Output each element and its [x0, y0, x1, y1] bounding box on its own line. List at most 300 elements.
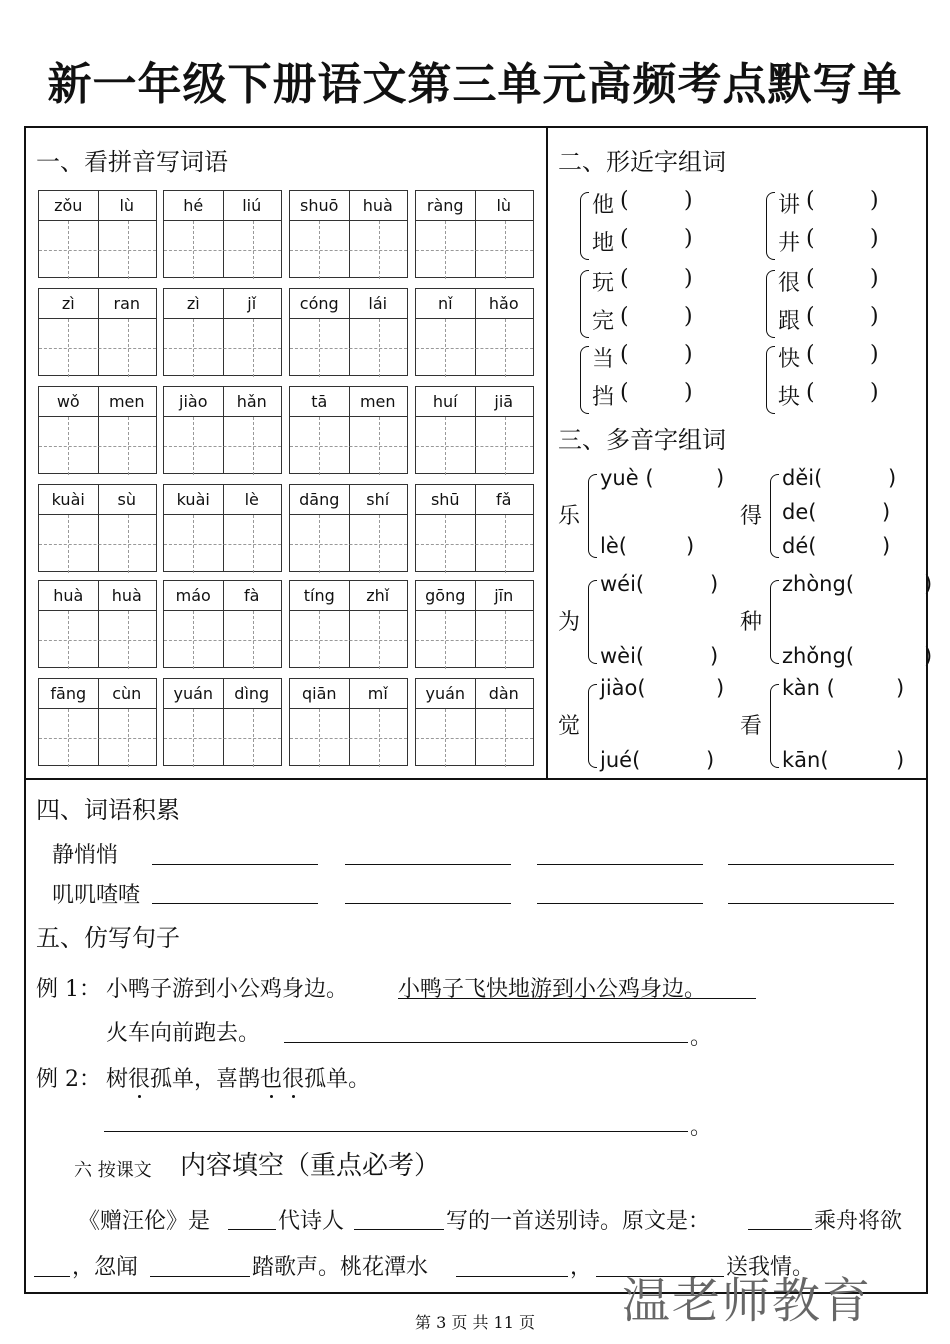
grid-guide-line	[98, 679, 99, 765]
pinyin-syllable: men	[108, 392, 145, 411]
grid-guide-line	[128, 417, 129, 475]
near-char-row[interactable]	[778, 226, 888, 257]
polyphone-reading[interactable]: zhòng(	[782, 572, 855, 596]
pinyin-syllable: huà	[111, 586, 142, 605]
grid-guide-line	[290, 640, 407, 641]
grid-guide-line	[253, 515, 254, 573]
grid-guide-line	[164, 348, 281, 349]
pinyin-syllable: jiā	[494, 392, 514, 411]
page-title: 新一年级下册语文第三单元高频考点默写单	[47, 59, 903, 110]
poem-text: ，忽闻	[72, 1255, 139, 1280]
column-divider	[546, 126, 548, 780]
paren-close: )	[870, 304, 879, 329]
grid-guide-line	[39, 348, 156, 349]
pinyin-syllable: zǒu	[54, 196, 83, 215]
paren-close: )	[870, 266, 879, 291]
answer-line[interactable]	[284, 1042, 688, 1043]
near-char: 玩	[592, 271, 615, 296]
pinyin-word-box[interactable]	[38, 190, 157, 278]
paren-close: )	[870, 226, 879, 251]
paren-open: (	[806, 380, 815, 405]
near-char-row[interactable]	[778, 188, 888, 219]
answer-line[interactable]	[345, 903, 511, 904]
brace	[588, 580, 597, 664]
near-char-row[interactable]	[778, 342, 888, 373]
grid-guide-line	[445, 709, 446, 767]
grid-guide-line	[475, 289, 476, 375]
grid-guide-line	[505, 611, 506, 669]
paren-close: )	[684, 266, 693, 291]
pinyin-syllable: kuài	[176, 490, 210, 509]
grid-guide-line	[164, 738, 281, 739]
pinyin-word-box[interactable]	[289, 386, 408, 474]
grid-guide-line	[445, 611, 446, 669]
section-5-heading: 五、仿写句子	[36, 924, 180, 952]
grid-guide-line	[475, 679, 476, 765]
grid-guide-line	[128, 515, 129, 573]
answer-line[interactable]	[34, 1276, 70, 1277]
grid-guide-line	[68, 221, 69, 279]
grid-guide-line	[290, 738, 407, 739]
grid-guide-line	[319, 417, 320, 475]
paren-open: (	[806, 266, 815, 291]
paren-close: )	[896, 748, 905, 772]
poem-text: 《赠汪伦》是	[78, 1209, 211, 1234]
pinyin-word-box[interactable]	[415, 678, 534, 766]
answer-line[interactable]	[537, 903, 703, 904]
grid-guide-line	[505, 515, 506, 573]
grid-guide-line	[505, 221, 506, 279]
grid-guide-line	[223, 581, 224, 667]
near-char: 当	[592, 347, 615, 372]
near-char-row[interactable]	[778, 380, 888, 411]
pinyin-syllable: lù	[496, 196, 512, 215]
pinyin-syllable: jǐ	[247, 294, 257, 313]
polyphone-char: 为	[558, 610, 581, 635]
answer-line[interactable]	[537, 864, 703, 865]
grid-guide-line	[349, 679, 350, 765]
example-1-answer: 小鸭子飞快地游到小公鸡身边。	[398, 977, 707, 1002]
pinyin-syllable: cùn	[112, 684, 142, 703]
pinyin-syllable: zhǐ	[366, 586, 390, 605]
near-char: 讲	[778, 193, 801, 218]
near-char-pair	[580, 266, 693, 342]
grid-guide-line	[505, 319, 506, 377]
brace	[766, 270, 775, 338]
answer-line[interactable]	[104, 1131, 688, 1132]
grid-guide-line	[223, 387, 224, 473]
paren-open: (	[620, 380, 629, 405]
grid-guide-line	[39, 544, 156, 545]
grid-guide-line	[319, 611, 320, 669]
grid-guide-line	[253, 417, 254, 475]
grid-guide-line	[349, 289, 350, 375]
poem-text: ，	[570, 1255, 593, 1280]
grid-guide-line	[290, 446, 407, 447]
word-2: 叽叽喳喳	[52, 883, 141, 908]
grid-guide-line	[349, 581, 350, 667]
pinyin-syllable: shí	[366, 490, 390, 509]
paren-close: )	[710, 644, 719, 668]
section-3-heading: 三、多音字组词	[558, 426, 726, 454]
brace	[588, 474, 597, 558]
pinyin-syllable: shuō	[300, 196, 339, 215]
near-char: 块	[778, 385, 801, 410]
grid-guide-line	[193, 417, 194, 475]
near-char-pair	[580, 188, 693, 264]
pinyin-syllable: dìng	[234, 684, 270, 703]
polyphone-reading[interactable]: kān(	[782, 748, 829, 772]
example-1-task: 火车向前跑去。	[106, 1021, 261, 1046]
section-4-heading: 四、词语积累	[36, 796, 180, 824]
polyphone-reading[interactable]: jué(	[600, 748, 641, 772]
near-char-row[interactable]	[592, 380, 702, 411]
example-1-text: 小鸭子游到小公鸡身边。	[106, 977, 349, 1002]
pinyin-syllable: mǐ	[367, 684, 388, 703]
grid-guide-line	[68, 319, 69, 377]
grid-guide-line	[164, 544, 281, 545]
grid-guide-line	[416, 544, 533, 545]
grid-guide-line	[319, 515, 320, 573]
page-footer: 第 3 页 共 11 页	[415, 1313, 535, 1332]
grid-guide-line	[164, 640, 281, 641]
pinyin-word-box[interactable]	[163, 288, 282, 376]
paren-close: )	[684, 304, 693, 329]
brace	[770, 580, 779, 664]
pinyin-syllable: fà	[244, 586, 260, 605]
near-char-row[interactable]	[778, 304, 888, 335]
near-char-row[interactable]	[592, 188, 702, 219]
pinyin-word-box[interactable]	[289, 484, 408, 572]
grid-guide-line	[445, 515, 446, 573]
example-2-text: 树很孤单，喜鹊也很孤单。	[106, 1067, 371, 1092]
grid-guide-line	[164, 446, 281, 447]
pinyin-syllable: hé	[183, 196, 204, 215]
paren-close: )	[684, 342, 693, 367]
pinyin-word-box[interactable]	[289, 190, 408, 278]
brace	[770, 684, 779, 768]
pinyin-syllable: huí	[432, 392, 458, 411]
polyphone-reading[interactable]: děi(	[782, 466, 823, 490]
polyphone-char: 得	[740, 504, 763, 529]
grid-guide-line	[223, 485, 224, 571]
grid-guide-line	[39, 640, 156, 641]
grid-guide-line	[475, 191, 476, 277]
paren-close: )	[716, 676, 725, 700]
grid-guide-line	[445, 417, 446, 475]
answer-line[interactable]	[152, 864, 318, 865]
polyphone-reading[interactable]: de(	[782, 500, 817, 524]
grid-guide-line	[319, 709, 320, 767]
grid-guide-line	[193, 611, 194, 669]
near-char: 地	[592, 231, 615, 256]
paren-open: (	[620, 266, 629, 291]
near-char-row[interactable]	[592, 304, 702, 335]
grid-guide-line	[223, 289, 224, 375]
grid-guide-line	[223, 679, 224, 765]
pinyin-syllable: ran	[113, 294, 141, 313]
polyphone-reading[interactable]: zhǒng(	[782, 644, 855, 668]
grid-guide-line	[290, 250, 407, 251]
paren-open: (	[806, 342, 815, 367]
pinyin-syllable: lái	[368, 294, 388, 313]
near-char: 很	[778, 271, 801, 296]
grid-guide-line	[379, 417, 380, 475]
grid-guide-line	[253, 709, 254, 767]
pinyin-syllable: jīn	[494, 586, 514, 605]
grid-guide-line	[379, 611, 380, 669]
grid-guide-line	[319, 319, 320, 377]
grid-guide-line	[98, 581, 99, 667]
grid-guide-line	[416, 640, 533, 641]
paren-close: )	[716, 466, 725, 490]
section-2-heading: 二、形近字组词	[558, 148, 726, 176]
grid-guide-line	[98, 289, 99, 375]
polyphone-char: 觉	[558, 714, 581, 739]
grid-guide-line	[193, 515, 194, 573]
pinyin-syllable: kuài	[51, 490, 85, 509]
pinyin-word-box[interactable]	[415, 288, 534, 376]
pinyin-word-box[interactable]	[38, 386, 157, 474]
pinyin-syllable: dàn	[488, 684, 519, 703]
polyphone-reading[interactable]: lè(	[600, 534, 627, 558]
grid-guide-line	[475, 387, 476, 473]
poem-text: 乘舟将欲	[814, 1209, 903, 1234]
poem-text: 踏歌声。桃花潭水	[252, 1255, 429, 1280]
grid-guide-line	[68, 611, 69, 669]
section-6-heading: 内容填空（重点必考）	[180, 1151, 441, 1181]
pinyin-syllable: zì	[186, 294, 200, 313]
paren-close: )	[888, 466, 897, 490]
pinyin-syllable: jiào	[179, 392, 208, 411]
pinyin-syllable: huà	[53, 586, 84, 605]
answer-line[interactable]	[228, 1229, 276, 1230]
grid-guide-line	[379, 709, 380, 767]
near-char-pair	[766, 342, 879, 418]
paren-close: )	[710, 572, 719, 596]
paren-open: (	[806, 226, 815, 251]
paren-close: )	[870, 342, 879, 367]
grid-guide-line	[505, 709, 506, 767]
example-2-label: 例 2：	[36, 1067, 101, 1092]
pinyin-syllable: tíng	[303, 586, 335, 605]
pinyin-syllable: qiān	[301, 684, 337, 703]
grid-guide-line	[379, 221, 380, 279]
answer-line[interactable]	[748, 1229, 812, 1230]
grid-guide-line	[98, 387, 99, 473]
grid-guide-line	[193, 319, 194, 377]
pinyin-syllable: gōng	[425, 586, 466, 605]
near-char-pair	[766, 266, 879, 342]
pinyin-word-box[interactable]	[289, 580, 408, 668]
poem-text: 代诗人	[278, 1209, 345, 1234]
brace	[588, 684, 597, 768]
grid-guide-line	[223, 191, 224, 277]
pinyin-word-box[interactable]	[415, 386, 534, 474]
paren-close: )	[924, 572, 933, 596]
grid-guide-line	[253, 221, 254, 279]
paren-open: (	[620, 188, 629, 213]
grid-guide-line	[39, 446, 156, 447]
brace	[580, 192, 589, 260]
pinyin-syllable: wǒ	[56, 392, 80, 411]
pinyin-word-box[interactable]	[38, 678, 157, 766]
pinyin-syllable: sù	[117, 490, 136, 509]
grid-guide-line	[193, 709, 194, 767]
pinyin-syllable: dāng	[299, 490, 340, 509]
pinyin-word-box[interactable]	[415, 484, 534, 572]
pinyin-syllable: fǎ	[496, 490, 512, 509]
grid-guide-line	[164, 250, 281, 251]
near-char: 快	[778, 347, 801, 372]
grid-guide-line	[416, 738, 533, 739]
answer-line[interactable]	[150, 1276, 250, 1277]
paren-close: )	[896, 676, 905, 700]
pinyin-syllable: máo	[175, 586, 211, 605]
pinyin-syllable: tā	[311, 392, 328, 411]
polyphone-reading[interactable]: jiào(	[600, 676, 646, 700]
grid-guide-line	[416, 250, 533, 251]
pinyin-word-box[interactable]	[38, 580, 157, 668]
brace	[770, 474, 779, 558]
paren-open: (	[620, 304, 629, 329]
grid-guide-line	[128, 221, 129, 279]
watermark: 温老师教育	[622, 1273, 873, 1329]
polyphone-char: 看	[740, 714, 763, 739]
section-1-heading: 一、看拼音写词语	[36, 148, 228, 176]
paren-open: (	[806, 188, 815, 213]
grid-guide-line	[379, 319, 380, 377]
grid-guide-line	[379, 515, 380, 573]
grid-guide-line	[319, 221, 320, 279]
pinyin-word-box[interactable]	[163, 678, 282, 766]
paren-close: )	[870, 188, 879, 213]
near-char-pair	[766, 188, 879, 264]
paren-open: (	[620, 226, 629, 251]
grid-guide-line	[98, 191, 99, 277]
pinyin-syllable: yuán	[173, 684, 214, 703]
grid-guide-line	[98, 485, 99, 571]
paren-close: )	[706, 748, 715, 772]
period: 。	[690, 1115, 713, 1140]
answer-line[interactable]	[728, 903, 894, 904]
grid-guide-line	[475, 485, 476, 571]
grid-guide-line	[290, 544, 407, 545]
pinyin-syllable: shū	[430, 490, 460, 509]
grid-guide-line	[128, 611, 129, 669]
pinyin-syllable: liú	[242, 196, 262, 215]
pinyin-word-box[interactable]	[163, 484, 282, 572]
paren-close: )	[684, 380, 693, 405]
polyphone-char: 种	[740, 610, 763, 635]
pinyin-syllable: fāng	[50, 684, 87, 703]
pinyin-syllable: hǎo	[488, 294, 519, 313]
answer-line[interactable]	[152, 903, 318, 904]
poem-text: 写的一首送别诗。原文是：	[446, 1209, 711, 1234]
answer-line[interactable]	[456, 1276, 568, 1277]
near-char: 挡	[592, 385, 615, 410]
pinyin-syllable: huà	[362, 196, 393, 215]
pinyin-word-box[interactable]	[38, 288, 157, 376]
polyphone-char: 乐	[558, 504, 581, 529]
grid-guide-line	[193, 221, 194, 279]
pinyin-word-box[interactable]	[415, 190, 534, 278]
pinyin-word-box[interactable]	[415, 580, 534, 668]
near-char-row[interactable]	[778, 266, 888, 297]
paren-close: )	[686, 534, 695, 558]
pinyin-word-box[interactable]	[163, 190, 282, 278]
grid-guide-line	[505, 417, 506, 475]
grid-guide-line	[445, 319, 446, 377]
pinyin-word-box[interactable]	[289, 288, 408, 376]
pinyin-syllable: men	[359, 392, 396, 411]
grid-guide-line	[290, 348, 407, 349]
near-char: 井	[778, 231, 801, 256]
near-char-row[interactable]	[592, 342, 702, 373]
paren-open: (	[806, 304, 815, 329]
answer-line[interactable]	[354, 1229, 444, 1230]
paren-close: )	[684, 226, 693, 251]
grid-guide-line	[445, 221, 446, 279]
paren-close: )	[924, 644, 933, 668]
near-char-row[interactable]	[592, 226, 702, 257]
polyphone-reading[interactable]: dé(	[782, 534, 817, 558]
pinyin-syllable: yuán	[425, 684, 466, 703]
grid-guide-line	[68, 417, 69, 475]
grid-guide-line	[39, 738, 156, 739]
polyphone-reading[interactable]: kàn (	[782, 676, 835, 700]
pinyin-syllable: ràng	[426, 196, 464, 215]
near-char: 跟	[778, 309, 801, 334]
pinyin-word-box[interactable]	[289, 678, 408, 766]
grid-guide-line	[349, 485, 350, 571]
grid-guide-line	[253, 611, 254, 669]
near-char-row[interactable]	[592, 266, 702, 297]
grid-guide-line	[416, 348, 533, 349]
paren-close: )	[684, 188, 693, 213]
pinyin-syllable: nǐ	[437, 294, 453, 313]
grid-guide-line	[416, 446, 533, 447]
paren-close: )	[870, 380, 879, 405]
brace	[580, 270, 589, 338]
answer-line[interactable]	[728, 864, 894, 865]
pinyin-syllable: lè	[244, 490, 259, 509]
grid-guide-line	[253, 319, 254, 377]
grid-guide-line	[349, 387, 350, 473]
polyphone-reading[interactable]: wèi(	[600, 644, 645, 668]
pinyin-syllable: lù	[119, 196, 135, 215]
near-char: 他	[592, 193, 615, 218]
polyphone-reading[interactable]: wéi(	[600, 572, 645, 596]
poem-text: 送我情。	[726, 1255, 815, 1280]
near-char: 完	[592, 309, 615, 334]
grid-guide-line	[349, 191, 350, 277]
pinyin-word-box[interactable]	[38, 484, 157, 572]
grid-guide-line	[475, 581, 476, 667]
answer-line[interactable]	[345, 864, 511, 865]
pinyin-syllable: cóng	[299, 294, 339, 313]
near-char-pair	[580, 342, 693, 418]
pinyin-word-box[interactable]	[163, 386, 282, 474]
paren-open: (	[620, 342, 629, 367]
grid-guide-line	[68, 709, 69, 767]
pinyin-syllable: hǎn	[236, 392, 267, 411]
polyphone-reading[interactable]: yuè (	[600, 466, 654, 490]
brace	[766, 346, 775, 414]
grid-guide-line	[39, 250, 156, 251]
answer-underline	[398, 998, 756, 999]
pinyin-word-box[interactable]	[163, 580, 282, 668]
